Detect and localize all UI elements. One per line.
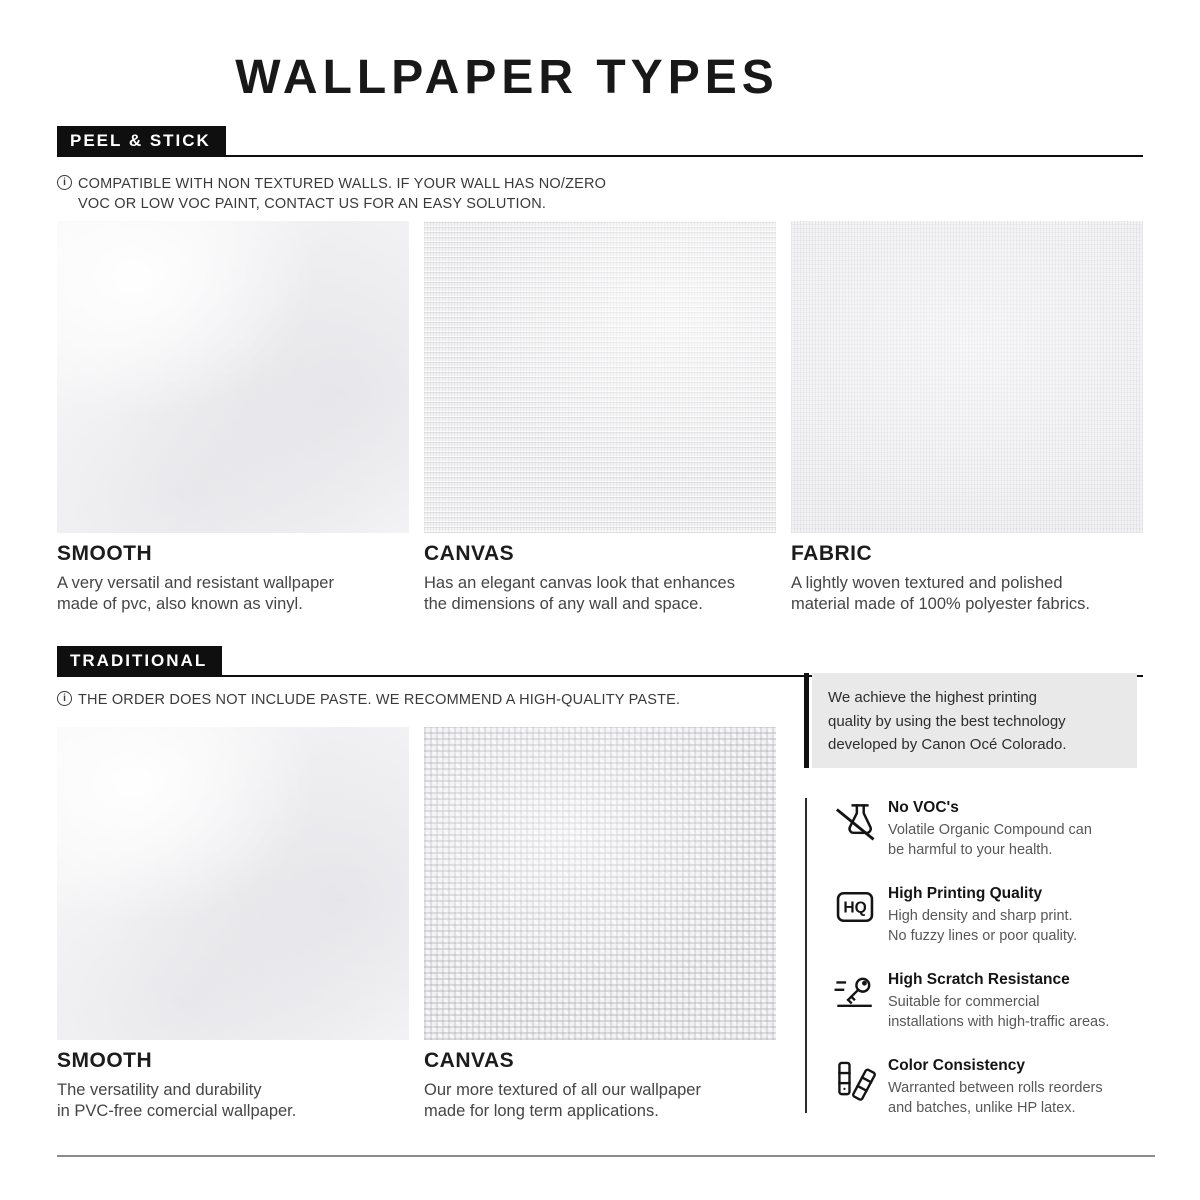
desc-line: be harmful to your health. bbox=[888, 841, 1053, 858]
feature-text bbox=[888, 799, 1092, 860]
desc-line: Warranted between rolls reorders bbox=[888, 1080, 1103, 1096]
peel-stick-note-text bbox=[78, 174, 606, 214]
desc-line: The versatility and durability bbox=[57, 1081, 262, 1099]
printing-quality-quote bbox=[812, 673, 1137, 768]
swatch-description bbox=[791, 573, 1143, 614]
feature-title: High Printing Quality bbox=[888, 885, 1043, 902]
feature-title: No VOC's bbox=[888, 799, 959, 816]
desc-line: A lightly woven textured and polished bbox=[791, 574, 1063, 592]
section-label-traditional: TRADITIONAL bbox=[57, 646, 222, 675]
swatch-description bbox=[57, 573, 409, 614]
desc-line: and batches, unlike HP latex. bbox=[888, 1099, 1076, 1116]
desc-line: No fuzzy lines or poor quality. bbox=[888, 927, 1078, 944]
feature-title: High Scratch Resistance bbox=[888, 971, 1070, 988]
swatch-name: SMOOTH bbox=[57, 542, 153, 565]
note-line: VOC OR LOW VOC PAINT, CONTACT US FOR AN EASY SOLUTION. bbox=[78, 196, 547, 212]
feature-high-scratch-resistance bbox=[833, 971, 1148, 1032]
traditional-note bbox=[57, 690, 680, 710]
desc-line: in PVC-free comercial wallpaper. bbox=[57, 1101, 297, 1120]
feature-description bbox=[888, 1079, 1103, 1118]
desc-line: Our more textured of all our wallpaper bbox=[424, 1081, 701, 1099]
swatch-description bbox=[424, 573, 776, 614]
desc-line: Has an elegant canvas look that enhances bbox=[424, 574, 735, 592]
fabric-texture-swatch bbox=[791, 221, 1143, 533]
desc-line: Suitable for commercial bbox=[888, 994, 1040, 1010]
note-line: THE ORDER DOES NOT INCLUDE PASTE. WE RECOMMEND A HIGH-QUALITY PASTE. bbox=[78, 692, 681, 708]
feature-description bbox=[888, 993, 1109, 1032]
swatch-caption-canvas bbox=[424, 1049, 776, 1121]
feature-description bbox=[888, 821, 1092, 860]
swatch-caption-fabric bbox=[791, 542, 1143, 614]
desc-line: High density and sharp print. bbox=[888, 908, 1073, 924]
desc-line: A very versatil and resistant wallpaper bbox=[57, 574, 334, 592]
desc-line: the dimensions of any wall and space. bbox=[424, 594, 703, 613]
feature-title: Color Consistency bbox=[888, 1057, 1025, 1074]
section-label-peel-stick: PEEL & STICK bbox=[57, 126, 226, 155]
feature-description bbox=[888, 907, 1077, 946]
feature-color-consistency bbox=[833, 1057, 1148, 1118]
page-title: WALLPAPER TYPES bbox=[235, 51, 779, 104]
canvas-texture-swatch bbox=[424, 727, 776, 1040]
swatch-name: SMOOTH bbox=[57, 1049, 153, 1072]
desc-line: material made of 100% polyester fabrics. bbox=[791, 594, 1090, 613]
desc-line: Volatile Organic Compound can bbox=[888, 822, 1092, 838]
info-icon: i bbox=[57, 691, 72, 706]
feature-text bbox=[888, 885, 1077, 946]
info-icon: i bbox=[57, 175, 72, 190]
section-header-peel-stick bbox=[57, 126, 1143, 157]
feature-text bbox=[888, 1057, 1103, 1118]
swatch-name: FABRIC bbox=[791, 542, 873, 565]
feature-text bbox=[888, 971, 1109, 1032]
svg-text:HQ: HQ bbox=[843, 899, 867, 917]
canvas-texture-swatch bbox=[424, 221, 776, 533]
quote-accent-bar bbox=[804, 673, 809, 768]
smooth-texture-swatch bbox=[57, 727, 409, 1040]
quote-line: quality by using the best technology bbox=[828, 712, 1066, 730]
swatch-name: CANVAS bbox=[424, 1049, 515, 1072]
desc-line: made for long term applications. bbox=[424, 1101, 659, 1120]
feature-no-voc bbox=[833, 799, 1148, 860]
feature-high-printing-quality bbox=[833, 885, 1148, 946]
quote-line: We achieve the highest printing bbox=[828, 689, 1038, 706]
swatch-caption-canvas bbox=[424, 542, 776, 614]
smooth-texture-swatch bbox=[57, 221, 409, 533]
desc-line: installations with high-traffic areas. bbox=[888, 1013, 1110, 1030]
swatch-caption-smooth bbox=[57, 1049, 409, 1121]
swatch-description bbox=[57, 1080, 409, 1121]
quote-line: developed by Canon Océ Colorado. bbox=[828, 736, 1067, 753]
peel-stick-note bbox=[57, 174, 606, 214]
hq-badge-icon bbox=[833, 885, 877, 929]
desc-line: made of pvc, also known as vinyl. bbox=[57, 594, 303, 613]
color-swatches-icon bbox=[833, 1057, 877, 1101]
features-accent-line bbox=[805, 798, 807, 1113]
no-voc-flask-icon bbox=[833, 799, 877, 843]
traditional-note-text bbox=[78, 690, 680, 710]
note-line: COMPATIBLE WITH NON TEXTURED WALLS. IF YOUR WALL HAS NO/ZERO bbox=[78, 176, 607, 192]
bottom-divider bbox=[57, 1155, 1155, 1157]
swatch-caption-smooth bbox=[57, 542, 409, 614]
swatch-name: CANVAS bbox=[424, 542, 515, 565]
key-scratch-icon bbox=[833, 971, 877, 1015]
swatch-description bbox=[424, 1080, 776, 1121]
